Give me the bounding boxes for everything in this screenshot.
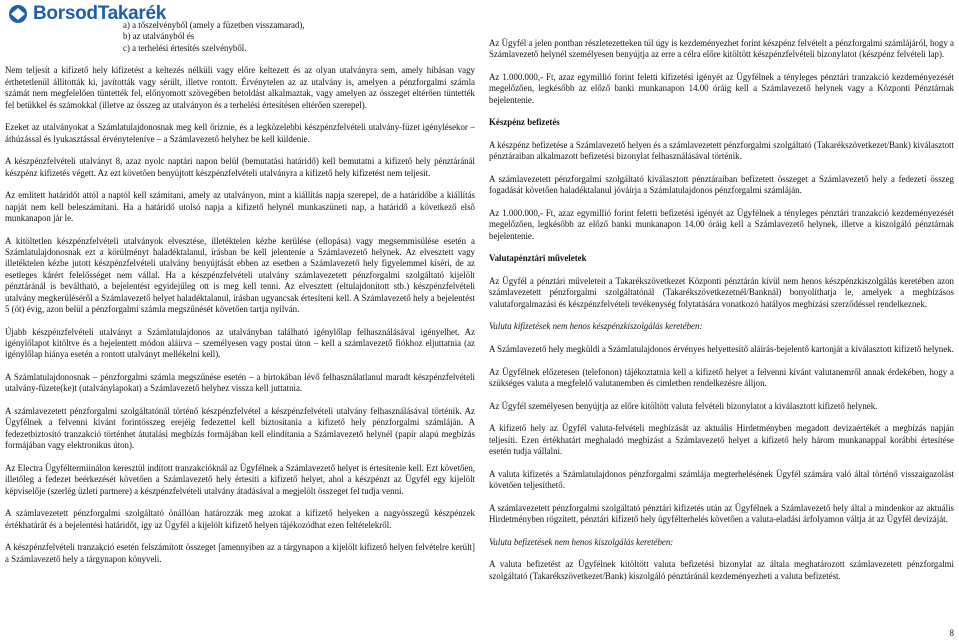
paragraph: Újabb készpénzfelvételi utalványt a Számlatulajdonos az utalványban található igénylőlap felhasználásával igényelhet. Az igénylőlapot kitöltve és a bejelentett módon aláírva – személyesen vagy postai úton – kell a számlavezető fiókhoz eljuttatnia (az igénylőlap hiánya esetén a rontott utalványt mellékelni kell). (5, 326, 475, 360)
left-column (5, 4, 475, 576)
paragraph: A Számlavezető hely megküldi a Számlatulajdonos érvényes helyettesítő aláírás-bejelentő kartonját a kiválasztott kifizető helynek. (489, 344, 954, 354)
paragraph: A számlavezetett pénzforgalmi szolgáltató kiválasztott pénztáraiban befizetett összeget a Számlavezető hely a fedezeti összeg fogadását követően haladéktalanul jóváírja a Számlatulajdonos pénzforgalmi számláján. (489, 174, 954, 196)
paragraph: A Számlatulajdonosnak – pénzforgalmi számla megszűnése esetén – a birtokában lévő felhasználatlanul maradt készpénzfelvételi utalvány-füzete(ke)t (utalványlapokat) a Számlavezető helyhez vissza kell juttatnia. (5, 372, 475, 394)
paragraph: Az Ügyfélnek előzetesen (telefonon) tájékoztatnia kell a kifizető helyet a felvenni kívánt valutanemről annak érdekében, hogy a szükséges valuta a megfelelő valutanemben és címletben rendelkezésre álljon. (489, 366, 954, 388)
logo-text: BorsodTakarék (33, 3, 167, 24)
paragraph: Az 1.000.000,- Ft, azaz egymillió forint feletti befizetési igényét az Ügyfélnek a tényleges pénztári tranzakció kezdeményezését megelőzően, legkésőbb az előző banki munkanapon 14.00 óráig kell a Számlavezető helynek, illetve a kiszolgáló pénztárnak bejelentenie. (489, 208, 954, 241)
paragraph: A készpénzfelvételi tranzakció esetén felszámított összeget [amennyiben az a tárgynapon a kijelölt kifizető helyen felvételre került] a Számlavezető hely a tárgynapon könyveli. (5, 542, 475, 564)
italic-subheading: Valuta kifizetések nem henos készpénzkiszolgálás keretében: (489, 321, 703, 332)
paragraph: Az Ügyfél a pénztári műveleteit a Takarékszövetkezet Központi pénztárán kívül nem henos készpénzkiszolgálás keretében azon számlavezetett pénzforgalmi szolgáltatónál (Takarékszövetkezetnél/Banknál) bonyolíthatja le, amelyek a megbízásos valutaforgalmazási és készpénzfelvételi tevékenység folytatására vonatkozó hatályos megbízási szerződéssel rendelkeznek. (489, 276, 954, 309)
paragraph: A készpénzfelvételi utalványt 8, azaz nyolc naptári napon belül (bemutatási határidő) kell bemutatni a kifizető hely pénztáránál készpénz kifizetés végett. Az ezt követően benyújtott készpénzfelvételi utalványra a kifizető hely kifizetést nem teljesít. (5, 156, 475, 178)
section-heading: Valutapénztári műveletek (489, 253, 587, 264)
paragraph: A készpénz befizetése a Számlavezető helyen és a számlavezetett pénzforgalmi szolgáltató (Takarékszövetkezet/Bank) kiválasztott pénztáraiban alkalmazott befizetési bizonylat felhasználásával történik. (489, 140, 954, 162)
paragraph: A kifizető hely az Ügyfél valuta-felvételi megbízását az aktuális Hirdetményben megadott devizaértékét a megbízás napján teljesíti. Ezen értékhatárt meghaladó megbízást a Számlavezető helyet a kifizető hely három munkanappal korábbi értesítése esetén tudja vállalni. (489, 423, 954, 456)
paragraph: Az Electra Ügyféltermiinálon keresztül indított tranzakcióknál az Ügyfélnek a Számlavezető helyet is értesítenie kell. Ezt követően, illetőleg a fedezet beérkezését követően a Számlavezető hely értesíti a kifizető helyet, ahol a készpénzt az Ügyfél egy kijelölt képviselője (szerlég üzleti partnere) a készpénzfelvételi utalvány átadásával a megjelölt összeget fel tudja venni. (5, 462, 475, 496)
paragraph: A számlavezetett pénzforgalmi szolgáltató pénztári kifizetés után az Ügyfélnek a Számlavezető hely által a mindenkor az aktuális Hirdetményben rögzített, pénztári kifizető hely ügyfélterhelés követően a valuta-eladási árfolyamon váltja át az Ügyfél devizáját. (489, 502, 954, 524)
paragraph: Ezeket az utalványokat a Számlatulajdonosnak meg kell őriznie, és a legközelebbi készpénzfelvételi utalvány-füzet igénylésekor – áthúzással és lyukasztással érvényteleníve – a Számlavezető helyhez be kell küldenie. (5, 122, 475, 144)
list-item: c) a terhelési értesítés szelvényből. (123, 42, 247, 53)
paragraph: Az említett határidőt attól a naptól kell számítani, amely az utalványon, mint a kiállítás napja szerepel, de a határidőbe a kiállítás napját nem kell beleszámítani. Ha a határidő utolsó napja a kifizető helynél munkaszüneti nap, a határidő a következő első munkanapon jár le. (5, 190, 475, 224)
paragraph: Az Ügyfél a jelen pontban részletezetteken túl úgy is kezdeményezhet forint készpénz felvételt a pénzforgalmi számlájáról, hogy a Számlavezető helynél személyesen benyújtja az erre a célra előre kitöltött készpénzfelvételi bizonylatot (készpénz felvételi lap). (489, 38, 954, 60)
paragraph: A számlavezetett pénzforgalmi szolgáltató önállóan határozzák meg azokat a kifizető helyeken a nagyösszegű készpénzek értékhatárát és a bejelentési határidőt, így az Ügyfél a kijelölt kifizető helyen tájékozódhat ezen feltételekről. (5, 508, 475, 530)
paragraph: A számlavezetett pénzforgalmi szolgáltatónál történő készpénzfelvétel a készpénzfelvételi utalvány felhasználásával történik. Az Ügyfélnek a felvenni kívánt forintösszeg erejéig fedezettel kell biztosítania a kifizető hely pénzforgalmi számláján. A fedezetbiztosító tranzakció történhet átutalási megbízás formájában kell elindítania a Számlavezető helynél (papír alapú megbízás formájában vagy elektronikus úton). (5, 406, 475, 451)
right-column (489, 4, 954, 593)
paragraph: Nem teljesít a kifizető hely kifizetést a keltezés nélküli vagy előre keltezett és az olyan utalványra sem, amely hibásan vagy érthetetlenül állították ki, javították vagy sérült, illetve rontott. Érvénytelen az az utalvány is, amelyen a pénzforgalmi számla számát nem megfelelően tüntették fel, előnyomott szövegében betoldást alkalmaztak, vagy amelyen az összeget eltérően tüntették fel betűkkel és számokkal (illetve az összeg az utalványon és a terhelési értesítésen eltérően szerepel). (5, 65, 475, 110)
page-number: 8 (949, 628, 954, 638)
paragraph: A valuta befizetést az Ügyfélnek kitöltött valuta befizetési bizonylat az általa meghatározott számlavezetett pénzforgalmi szolgáltató (Takarékszövetkezet/Bank) kiszolgáló pénztáránál kezdeményezheti a valuta befizetést. (489, 559, 954, 581)
paragraph: A valuta kifizetés a Számlatulajdonos pénzforgalmi számlája megterhelésének Ügyfél számára való által történő visszaigazolást követően teljesíthető. (489, 468, 954, 490)
paragraph: Az 1.000.000,- Ft, azaz egymillió forint feletti kifizetési igényét az Ügyfélnek a tényleges pénztári tranzakció kezdeményezését megelőzően, legkésőbb az előző banki munkanapon 14.00 óráig kell a Számlavezető helynek vagy a Központi Pénztárnak bejelentenie. (489, 72, 954, 105)
section-heading: Készpénz befizetés (489, 117, 560, 128)
list-item: a) a tőszelvényből (amely a füzetben visszamarad), (123, 20, 305, 30)
paragraph: A kitöltetlen készpénzfelvételi utalványok elvesztése, illetéktelen kézbe kerülése (ellopása) vagy megsemmisülése esetén a Számlatulajdonosnak ezt a körülményt haladéktalanul, írásban be kell jelentenie a Számlavezető helynek. Az elvesztett vagy illetéktelen kézbe jutott készpénzfelvételi utalvány benyújtását ebben az esetben a Számlavezető hely figyelemmel kíséri, de az esetleges kárért felelősséget nem vállal. Ha a készpénzfelvételi utalvány számlavezetett pénzforgalmi szolgáltató kijelölt pénztáránál is beváltható, a bejelentést egyidejűleg ott is meg kell tenni. Az elvesztett (eltulajdonított stb.) készpénzfelvételi utalvány megkerüléséről a Számlavezető helyet haladéktalanul, írásban ugyancsak értesíteni kell. A Számlavezető hely a bejelentést 5 (öt) évig, azon belül a pénzforgalmi számla megszűnését követően tartja nyilván. (5, 235, 475, 315)
list-item: b) az utalványból és (123, 31, 195, 42)
paragraph: Az Ügyfél személyesen benyújtja az előre kitöltött valuta felvételi bizonylatot a kiválasztott kifizető helynek. (489, 400, 878, 411)
italic-subheading: Valuta befizetések nem henos kiszolgálás keretében: (489, 536, 674, 547)
